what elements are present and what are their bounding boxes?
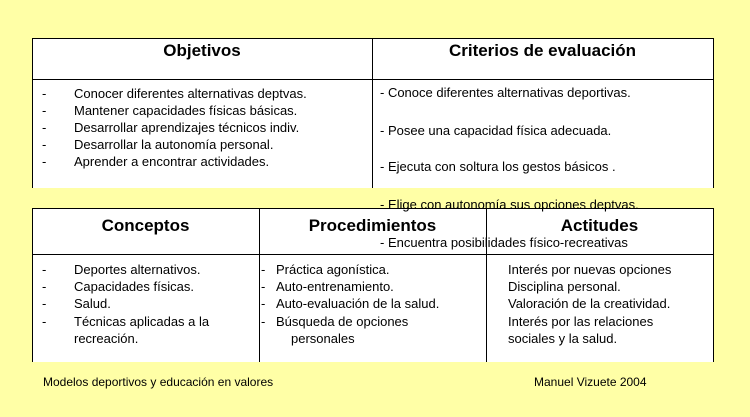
actitud-item-continued: sociales y la salud. bbox=[508, 331, 618, 346]
procedimiento-bullet: - bbox=[261, 262, 266, 277]
concepto-item: Técnicas aplicadas a la bbox=[74, 314, 210, 329]
concepto-bullet: - bbox=[42, 296, 47, 311]
objetivo-item: Aprender a encontrar actividades. bbox=[74, 154, 270, 169]
procedimiento-item: Auto-evaluación de la salud. bbox=[276, 296, 440, 311]
criterio-item: - Elige con autonomía sus opciones deptvas. bbox=[380, 197, 639, 212]
actitud-item: Interés por nuevas opciones bbox=[508, 262, 672, 277]
header-procedimientos: Procedimientos bbox=[308, 216, 437, 235]
procedimiento-item: Práctica agonística. bbox=[276, 262, 390, 277]
concepto-bullet: - bbox=[42, 314, 47, 329]
actitud-item: Valoración de la creatividad. bbox=[508, 296, 671, 311]
objetivo-bullet: - bbox=[42, 103, 47, 118]
procedimiento-bullet: - bbox=[261, 279, 266, 294]
concepto-item: Capacidades físicas. bbox=[74, 279, 194, 294]
objetivo-item: Conocer diferentes alternativas deptvas. bbox=[74, 86, 307, 101]
concepto-bullet: - bbox=[42, 262, 47, 277]
objetivo-bullet: - bbox=[42, 154, 47, 169]
actitud-item: Interés por las relaciones bbox=[508, 314, 654, 329]
concepto-item-continued: recreación. bbox=[74, 331, 139, 346]
objetivo-item: Desarrollar aprendizajes técnicos indiv. bbox=[74, 120, 300, 135]
objetivo-bullet: - bbox=[42, 120, 47, 135]
bottom-table-header-divider bbox=[32, 254, 713, 255]
header-criterios-evaluacion: Criterios de evaluación bbox=[448, 41, 637, 60]
procedimiento-item: Auto-entrenamiento. bbox=[276, 279, 394, 294]
top-table-right-border bbox=[713, 38, 714, 188]
procedimiento-bullet: - bbox=[261, 296, 266, 311]
footer-author: Manuel Vizuete 2004 bbox=[534, 375, 647, 389]
procedimiento-item-continued: personales bbox=[291, 331, 355, 346]
objetivo-item: Mantener capacidades físicas básicas. bbox=[74, 103, 298, 118]
criterio-item: - Posee una capacidad física adecuada. bbox=[380, 123, 612, 138]
footer-title: Modelos deportivos y educación en valores bbox=[43, 375, 274, 389]
actitud-item: Disciplina personal. bbox=[508, 279, 621, 294]
header-actitudes: Actitudes bbox=[560, 216, 639, 235]
procedimiento-bullet: - bbox=[261, 314, 266, 329]
header-objetivos: Objetivos bbox=[163, 41, 241, 60]
bottom-table-right-border bbox=[713, 208, 714, 362]
concepto-bullet: - bbox=[42, 279, 47, 294]
procedimiento-item: Búsqueda de opciones bbox=[276, 314, 409, 329]
criterio-item: - Ejecuta con soltura los gestos básicos . bbox=[380, 159, 616, 174]
concepto-item: Deportes alternativos. bbox=[74, 262, 201, 277]
criterio-item: - Encuentra posibilidades físico-recreativas bbox=[380, 235, 628, 250]
objetivo-item: Desarrollar la autonomía personal. bbox=[74, 137, 274, 152]
header-conceptos: Conceptos bbox=[101, 216, 190, 235]
objetivo-bullet: - bbox=[42, 86, 47, 101]
criterio-item: - Conoce diferentes alternativas deportivas. bbox=[380, 85, 631, 100]
objetivo-bullet: - bbox=[42, 137, 47, 152]
concepto-item: Salud. bbox=[74, 296, 111, 311]
